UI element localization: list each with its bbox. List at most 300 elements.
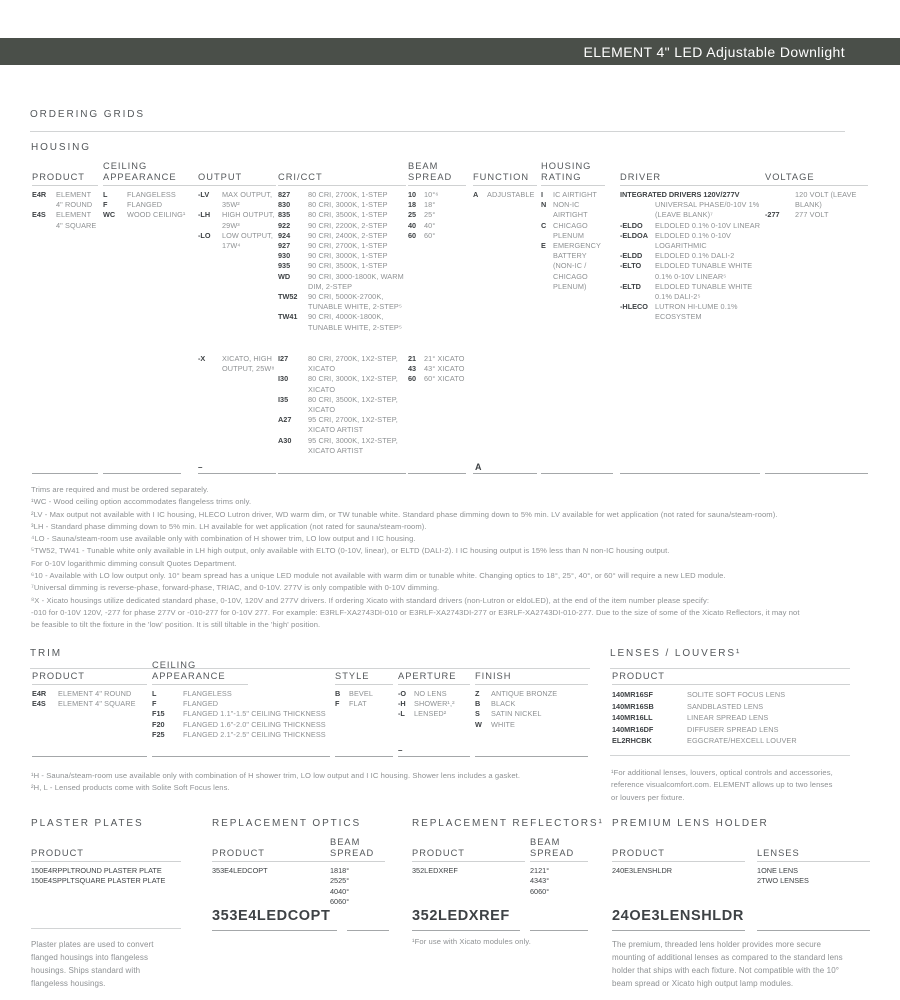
spec-row: [530, 866, 588, 876]
option-description: 60° XICATO: [424, 374, 465, 384]
reflectors-product-number: 352LEDXREF: [412, 908, 510, 924]
option-code: 353E4LEDCOPT: [212, 866, 268, 875]
option-code: F: [103, 200, 108, 210]
option-code: 40: [330, 886, 339, 896]
lenses-divider: [610, 755, 850, 756]
option-description: 80 CRI, 3500K, 1-STEP: [308, 210, 388, 220]
option-description: LUTRON HI-LUME 0.1% ECOSYSTEM: [655, 302, 738, 322]
fill-in-blank: [765, 461, 868, 474]
option-code: F20: [152, 719, 165, 729]
plaster-divider: [31, 928, 181, 929]
option-list: [330, 866, 385, 908]
option-description: DIFFUSER SPREAD LENS: [687, 724, 779, 734]
text-line: ¹WC - Wood ceiling option accommodates flangeless trims only.: [31, 497, 252, 507]
text-line: ³LH - Standard phase dimming down to 5% min. LH available for wet application (not rated for sauna/steam-room).: [31, 521, 427, 531]
option-code: E4R: [32, 689, 47, 698]
column-header: CRI/CCT: [278, 161, 406, 186]
option-description: 18°: [424, 200, 436, 210]
option-list: [152, 685, 337, 740]
option-code: WD: [278, 271, 291, 281]
spec-row: [278, 374, 406, 394]
option-list: [103, 186, 198, 221]
option-code: 25: [330, 876, 339, 886]
optics-product-number: 353E4LEDCOPT: [212, 908, 331, 924]
spec-row: [408, 364, 466, 374]
option-description: ROUND PLASTER PLATE: [75, 866, 162, 875]
spec-row: [757, 876, 870, 886]
option-description: 25°: [338, 876, 350, 886]
option-code: E4R: [32, 190, 47, 199]
spec-row: [278, 272, 406, 292]
option-list: [198, 186, 276, 251]
option-description: IC AIRTIGHT: [553, 190, 597, 199]
option-code: -ELDOA: [620, 230, 648, 240]
spec-row: [620, 200, 770, 220]
option-code: 352LEDXREF: [412, 866, 458, 875]
fill-in-blank: [408, 461, 466, 474]
option-code: 140MR16SF: [612, 690, 653, 699]
option-list: [335, 685, 393, 709]
fill-dash: –: [198, 463, 203, 472]
text-line: ²LV - Max output not available with I IC housing, HLECO Lutron driver, WD warm dim, or TW tunable white. Standard phase dimming down to 5% min. LV available for wet application (not rated for sauna/steam-room).: [31, 509, 778, 519]
housing-column-beam-spread: [408, 161, 466, 384]
option-list: [757, 866, 870, 887]
text-line: ⁸X - Xicato housings utilize dedicated standard phase, 0-10V, 120V and 277V drivers. If ordering Xicato with standard drivers (non-Lutron or eldoLED), at the end of the item number please specify:: [31, 595, 710, 605]
spec-row: [32, 210, 98, 230]
option-description: 90 CRI, 5000K-2700K, TUNABLE WHITE, 2-STEP⁵: [308, 292, 403, 312]
text-line: housings. Ships standard with: [31, 966, 141, 975]
spec-row: [765, 210, 868, 220]
lenses-column-product: [612, 660, 850, 747]
column-header: HOUSING RATING: [541, 161, 605, 186]
spec-row: [408, 190, 466, 200]
option-list: [212, 866, 330, 876]
option-code: 2: [757, 876, 762, 886]
housing-column-product: [32, 161, 98, 231]
option-description: 90 CRI, 3500K, 1-STEP: [308, 261, 388, 271]
housing-column-cri-cct: [278, 161, 406, 455]
option-code: 60: [330, 897, 339, 907]
text-line: Trims are required and must be ordered separately.: [31, 485, 209, 494]
fill-function-value: A: [475, 462, 482, 472]
spec-row: [335, 689, 393, 699]
housing-footnotes: [31, 484, 871, 632]
spec-row: [278, 415, 406, 435]
housing-column-ceiling-appearance: [103, 161, 198, 221]
option-list: [412, 866, 525, 876]
housing-column-voltage: [765, 161, 868, 221]
text-line: mounting of additional lenses as compared to the standard lens: [612, 953, 843, 962]
trim-footnotes: [31, 770, 591, 795]
option-description: WHITE: [491, 719, 516, 729]
option-code: WC: [103, 210, 116, 220]
text-line: The premium, threaded lens holder provides more secure: [612, 940, 822, 949]
option-description: 60°: [424, 230, 436, 240]
option-description: 25°: [424, 210, 436, 220]
fill-in-blank: [620, 461, 760, 474]
option-description: 40°: [338, 886, 350, 896]
option-code: I30: [278, 374, 289, 384]
spec-row: [278, 190, 406, 200]
spec-row: [530, 887, 588, 897]
option-code: 240E3LENSHLDR: [612, 866, 673, 875]
text-line: holder that ships with each fixture. Not compatible with the 10°: [612, 966, 840, 975]
spec-row: [31, 866, 201, 876]
spec-row: [408, 231, 466, 241]
option-list: [765, 186, 868, 221]
spec-row: [475, 720, 588, 730]
fill-in-blank: [473, 461, 537, 474]
option-code: TW52: [278, 292, 298, 302]
option-description: EGGCRATE/HEXCELL LOUVER: [687, 736, 797, 746]
option-code: A: [473, 190, 479, 199]
option-description: LENSED²: [414, 709, 447, 719]
option-description: 40°: [424, 220, 436, 230]
option-code: E: [541, 241, 546, 251]
spec-row: [408, 354, 466, 364]
text-line: beam spread or Xicato high output lamp modules.: [612, 979, 794, 988]
lens-holder-lenses-fill-line: [757, 930, 870, 931]
spec-row: [198, 354, 276, 374]
trim-section-title: TRIM: [30, 648, 63, 659]
option-code: S: [475, 709, 480, 719]
option-description: ELDOLED 0.1% 0-10V LINEAR: [655, 220, 761, 230]
lens-holder-product-number: 24OE3LENSHLDR: [612, 908, 744, 924]
fill-dash: –: [398, 746, 403, 755]
housing-column-function: [473, 161, 537, 472]
spec-row: [620, 282, 770, 302]
fill-in-blank: [32, 744, 147, 757]
fill-in-blank: [103, 461, 181, 474]
option-description: FLANGELESS: [127, 190, 176, 199]
option-code: 835: [278, 210, 291, 220]
housing-section-title: HOUSING: [31, 142, 91, 153]
fill-in-blank: [475, 744, 588, 757]
option-list: [473, 186, 537, 200]
option-description: 18°: [338, 866, 350, 875]
option-code: A27: [278, 415, 292, 425]
option-code: -HLECO: [620, 302, 648, 312]
option-code: B: [335, 689, 341, 698]
trim-grid: [30, 660, 590, 780]
optics-fill-line: [212, 930, 337, 931]
option-description: SANDBLASTED LENS: [687, 701, 764, 711]
spec-row: [620, 251, 770, 261]
spec-row: [541, 221, 605, 241]
spec-row: [620, 261, 770, 281]
text-line: ⁶10 - Available with LO low output only. 10° beam spread has a unique LED module not available with warm dim or tunable white. Changing optics to 18°, 25°, 40°, or 60° will require a new LED module.: [31, 571, 726, 581]
option-code: 60: [530, 886, 539, 896]
text-line: Plaster plates are used to convert: [31, 940, 154, 949]
option-code: 140MR16DF: [612, 724, 654, 734]
option-description: 43° XICATO: [424, 364, 465, 374]
spec-row: [278, 312, 406, 332]
option-description: ELDOLED TUNABLE WHITE 0.1% DALI-2⁵: [655, 281, 753, 302]
option-description: 60°: [538, 886, 550, 896]
lenses-footnote: [611, 767, 856, 804]
spec-row: [198, 190, 276, 210]
option-code: 21: [530, 866, 539, 875]
spec-row: [475, 689, 588, 699]
option-code: 827: [278, 190, 291, 199]
spec-row: [278, 200, 406, 210]
option-description: BEVEL: [349, 689, 374, 698]
column-header: LENSES: [757, 840, 870, 862]
option-code: EL2RHCBK: [612, 736, 652, 746]
option-description: 95 CRI, 3000K, 1X2-STEP, XICATO ARTIST: [308, 435, 398, 455]
plaster-note: [31, 938, 191, 990]
spec-row: [212, 866, 330, 876]
spec-row: [103, 210, 198, 220]
spec-row: [475, 699, 588, 709]
option-code: 43: [530, 876, 539, 886]
text-line: ²H, L - Lensed products come with Solite Soft Focus lens.: [31, 783, 230, 793]
column-header: BEAM SPREAD: [530, 840, 588, 862]
option-description: SQUARE PLASTER PLATE: [74, 876, 166, 886]
premium-lens-holder-title: PREMIUM LENS HOLDER: [612, 818, 769, 829]
trim-column-product: [32, 660, 147, 709]
spec-row: [32, 190, 98, 210]
driver-group-label: INTEGRATED DRIVERS 120V/277V: [620, 190, 740, 199]
fill-in-blank: [278, 461, 406, 474]
spec-row: [612, 735, 850, 747]
spec-row: [612, 866, 745, 876]
spec-row: [335, 699, 393, 709]
option-list: [612, 685, 850, 747]
ordering-grids-heading: [30, 104, 845, 132]
spec-row: [330, 876, 385, 886]
option-list: [278, 350, 406, 456]
option-code: I35: [278, 394, 289, 404]
option-list: [32, 186, 98, 231]
text-line: For 0-10V logarithmic dimming consult Quotes Department.: [31, 558, 237, 568]
spec-row: [541, 241, 605, 292]
trim-column-aperture: [398, 660, 470, 755]
option-code: 43: [408, 364, 417, 374]
spec-row: [278, 354, 406, 374]
spec-row: [620, 231, 770, 251]
option-code: 830: [278, 200, 291, 210]
option-code: W: [475, 719, 482, 729]
option-description: LINEAR SPREAD LENS: [687, 713, 769, 723]
option-description: CHICAGO PLENUM: [553, 220, 588, 240]
option-list: [278, 186, 406, 333]
option-code: N: [541, 200, 547, 210]
option-code: [765, 190, 795, 210]
fill-in-blank: [398, 744, 470, 757]
option-code: -ELTO: [620, 261, 642, 271]
lenses-grid: [610, 660, 850, 750]
option-code: 25: [408, 210, 417, 220]
option-code: L: [152, 689, 157, 698]
option-list: [198, 350, 276, 374]
spec-row: [541, 200, 605, 220]
spec-row: [408, 374, 466, 384]
option-description: 21° XICATO: [424, 354, 465, 363]
option-description: 43°: [538, 876, 550, 886]
spec-row: [152, 709, 337, 719]
lenses-section-title: LENSES / LOUVERS¹: [610, 648, 742, 659]
xicato-beam-group: [408, 350, 466, 385]
text-line: flangeless housings.: [31, 979, 106, 988]
option-code: 10: [408, 190, 417, 199]
option-description: FLANGED: [127, 200, 163, 210]
fill-in-blank: [198, 461, 276, 474]
text-line: or louvers per fixture.: [611, 792, 685, 802]
spec-row: [103, 200, 198, 210]
spec-row: [757, 866, 870, 876]
text-line: ⁷Universal dimming is reverse-phase, forward-phase, TRIAC, and 0-10V. 277V is only compatible with 0-10V dimming.: [31, 583, 440, 593]
text-line: be feasible to tilt the fixture in the 'low' position. It is still tiltable in the 'high' position.: [31, 620, 321, 630]
fill-in-blank: [335, 744, 393, 757]
option-code: -L: [398, 709, 405, 719]
column-header: BEAM SPREAD: [408, 161, 466, 186]
xicato-output-group: [198, 350, 276, 374]
option-description: FLANGED: [183, 699, 219, 709]
option-description: 277 VOLT: [795, 210, 829, 220]
spec-row: [278, 395, 406, 415]
xicato-cri-group: [278, 350, 406, 456]
option-description: FLANGED 2.1"-2.5" CEILING THICKNESS: [183, 729, 326, 739]
spec-row: [330, 866, 385, 876]
option-code: E4S: [32, 699, 46, 709]
spec-row: [278, 221, 406, 231]
option-description: 90 CRI, 3000K, 1-STEP: [308, 251, 388, 261]
spec-row: [620, 302, 770, 322]
option-code: 18: [408, 200, 417, 210]
option-description: TWO LENSES: [761, 876, 809, 886]
column-header: PRODUCT: [412, 840, 525, 862]
option-code: 924: [278, 230, 291, 240]
option-code: 150E4RPPLT: [31, 866, 76, 875]
option-description: UNIVERSAL PHASE/0-10V 1% (LEAVE BLANK)⁷: [655, 200, 760, 220]
option-code: F25: [152, 729, 165, 739]
column-header: PRODUCT: [212, 840, 330, 862]
option-description: 80 CRI, 2700K, 1X2-STEP, XICATO: [308, 354, 398, 374]
ordering-grids-label: ORDERING GRIDS: [30, 109, 145, 120]
spec-row: [408, 200, 466, 210]
spec-row: [278, 292, 406, 312]
plaster-plates-title: PLASTER PLATES: [31, 818, 144, 829]
option-code: -277: [765, 210, 780, 220]
column-header: DRIVER: [620, 161, 770, 186]
spec-row: [278, 231, 406, 241]
column-header: PRODUCT: [31, 840, 181, 862]
lens-holder-note: [612, 938, 872, 990]
option-code: 21: [408, 354, 417, 363]
title-bar: [0, 38, 900, 65]
option-description: BLACK: [491, 699, 516, 709]
option-code: C: [541, 220, 547, 230]
column-header: FINISH: [475, 660, 588, 685]
option-description: LOW OUTPUT, 17W⁴: [222, 230, 273, 251]
spec-row: [330, 887, 385, 897]
option-code: [620, 200, 655, 220]
spec-row: [398, 709, 470, 719]
option-code: 935: [278, 261, 291, 271]
option-list: [530, 866, 588, 897]
option-description: HIGH OUTPUT, 29W³: [222, 210, 275, 230]
fill-in-blank: [32, 461, 98, 474]
option-code: 60: [408, 230, 417, 240]
trim-column-ceiling-appearance: [152, 660, 337, 740]
option-description: 90 CRI, 2700K, 1-STEP: [308, 241, 388, 251]
option-description: WOOD CEILING¹: [127, 210, 186, 220]
replacement-optics-title: REPLACEMENT OPTICS: [212, 818, 362, 829]
option-code: 60: [408, 374, 417, 384]
option-description: 90 CRI, 3000-1800K, WARM DIM, 2-STEP: [308, 271, 404, 291]
option-description: 90 CRI, 2200K, 2-STEP: [308, 220, 388, 230]
spec-row: [408, 210, 466, 220]
column-header: VOLTAGE: [765, 161, 868, 186]
option-description: FLANGED 1.6"-2.0" CEILING THICKNESS: [183, 719, 326, 729]
option-description: FLANGELESS: [183, 689, 232, 698]
spec-row: [412, 866, 525, 876]
column-header: CEILING APPEARANCE: [103, 161, 198, 186]
optics-beam-fill-line: [347, 930, 389, 931]
option-code: -LO: [198, 230, 211, 240]
option-code: B: [475, 699, 481, 709]
option-list: [398, 685, 470, 720]
spec-row: [198, 231, 276, 251]
text-line: flanged housings into flangeless: [31, 953, 149, 962]
option-list: [541, 186, 605, 292]
replacement-reflectors-title: REPLACEMENT REFLECTORS¹: [412, 818, 604, 829]
trim-column-finish: [475, 660, 588, 730]
option-description: ELEMENT 4" SQUARE: [58, 699, 136, 709]
option-list: [408, 186, 466, 241]
reflectors-beam-fill-line: [530, 930, 588, 931]
spec-row: [278, 436, 406, 456]
option-description: 80 CRI, 2700K, 1-STEP: [308, 190, 388, 199]
spec-row: [31, 876, 201, 886]
option-code: -ELDD: [620, 251, 643, 261]
option-description: 90 CRI, 4000K-1800K, TUNABLE WHITE, 2-STEP⁵: [308, 312, 403, 332]
option-code: -LH: [198, 210, 211, 220]
option-code: -O: [398, 689, 407, 698]
option-description: SATIN NICKEL: [491, 709, 542, 719]
spec-row: [620, 221, 770, 231]
option-code: F15: [152, 709, 165, 719]
page-title: ELEMENT 4" LED Adjustable Downlight: [583, 43, 845, 60]
option-description: 95 CRI, 2700K, 1X2-STEP, XICATO ARTIST: [308, 415, 398, 435]
spec-row: [152, 730, 337, 740]
spec-row: [612, 689, 850, 701]
option-code: 1: [757, 866, 762, 875]
option-description: ELDOLED 0.1% 0-10V LOGARITHMIC: [655, 230, 732, 251]
option-code: 18: [330, 866, 339, 875]
option-list: [31, 866, 201, 887]
option-description: 10°⁶: [424, 190, 439, 199]
lens-holder-fill-line: [612, 930, 745, 931]
spec-row: [198, 210, 276, 230]
option-list: [32, 685, 147, 709]
column-header: PRODUCT: [32, 161, 98, 186]
option-description: ANTIQUE BRONZE: [491, 689, 558, 698]
option-description: ELEMENT 4" ROUND: [58, 689, 132, 698]
spec-row: [398, 689, 470, 699]
column-header: PRODUCT: [32, 660, 147, 685]
option-code: 922: [278, 220, 291, 230]
option-description: 60°: [338, 897, 350, 907]
spec-row: [473, 190, 537, 200]
option-code: L: [103, 190, 108, 199]
option-code: E4S: [32, 210, 46, 220]
spec-row: [530, 876, 588, 886]
option-description: ELEMENT 4" ROUND: [56, 190, 93, 210]
text-line: ⁵TW52, TW41 - Tunable white only available in LH high output, only available with ELTO (0-10V, linear), or ELTD (DALI-2). I IC housing output is 15% less than N non-IC housing output.: [31, 546, 670, 556]
spec-row: [278, 210, 406, 220]
